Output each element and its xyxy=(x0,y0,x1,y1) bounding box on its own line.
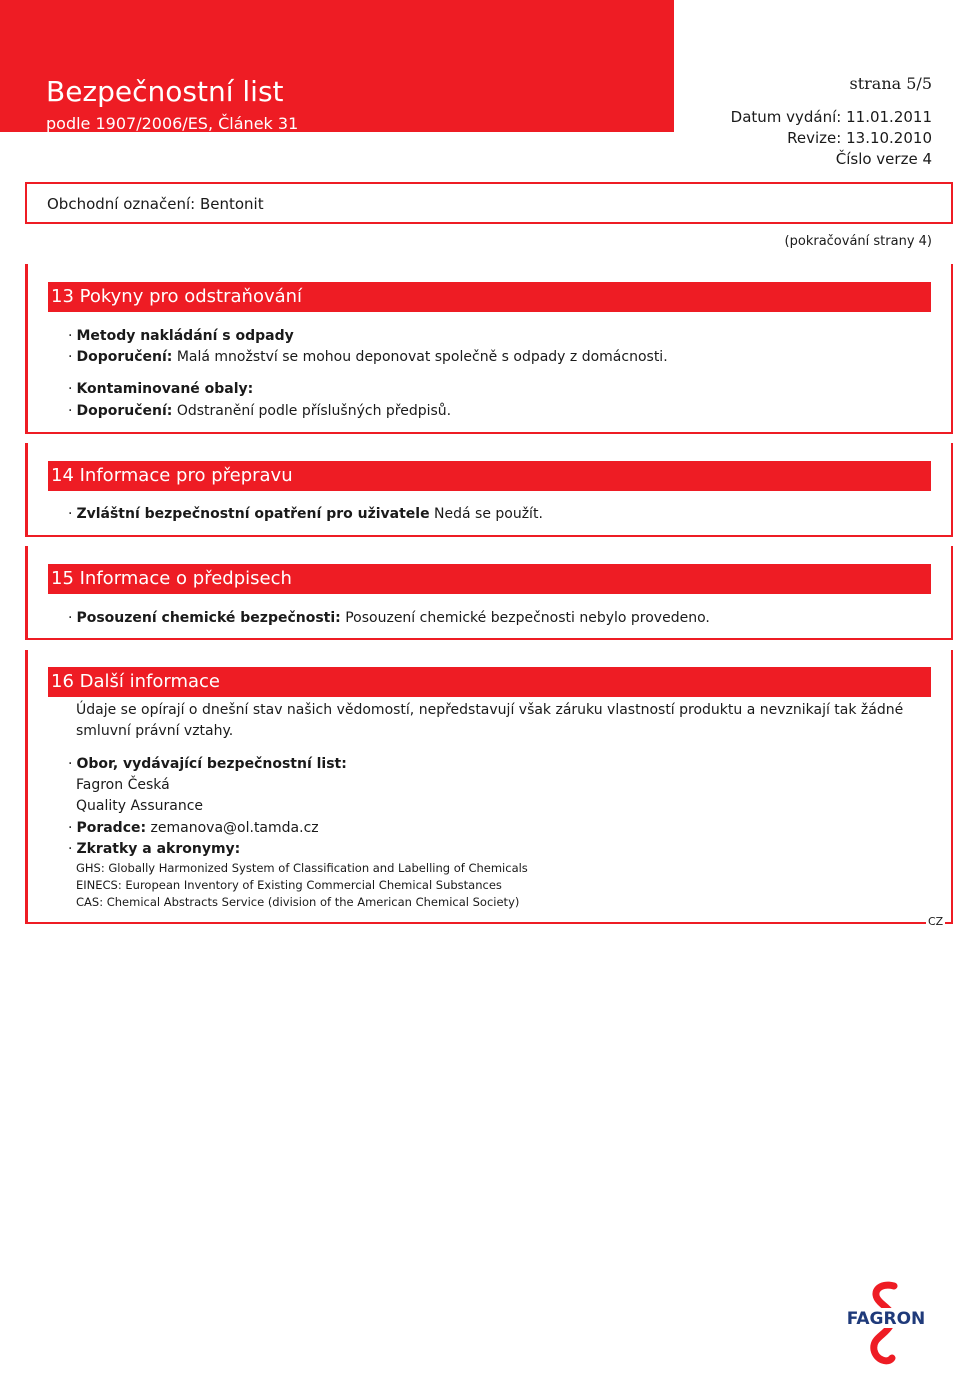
s16-disclaimer: Údaje se opírají o dnešní stav našich vědomostí, nepředstavují však záruku vlastností produktu a nevznikají tak žádné smluvní právní vztahy. xyxy=(76,702,904,739)
s13-line-2: · Doporučení: Malá množství se mohou deponovat společně s odpady z domácnosti. xyxy=(68,349,668,365)
s16-contact: · Poradce: zemanova@ol.tamda.cz xyxy=(68,820,319,836)
section-13-heading: 13 Pokyny pro odstraňování xyxy=(48,282,931,312)
s14-line-1: · Zvláštní bezpečnostní opatření pro uživatele Nedá se použít. xyxy=(68,506,543,522)
s15-line-1: · Posouzení chemické bezpečnosti: Posouzení chemické bezpečnosti nebylo provedeno. xyxy=(68,610,710,626)
continuation-note: (pokračování strany 4) xyxy=(784,234,932,249)
s16-abbr-3: CAS: Chemical Abstracts Service (division of the American Chemical Society) xyxy=(76,895,520,909)
section-16 xyxy=(25,650,953,924)
page-number: strana 5/5 xyxy=(849,74,932,93)
revision-date: Revize: 13.10.2010 xyxy=(787,129,932,147)
section-14-heading: 14 Informace pro přepravu xyxy=(48,461,931,491)
section-15-heading: 15 Informace o předpisech xyxy=(48,564,931,594)
s13-line-3: · Kontaminované obaly: xyxy=(68,381,254,397)
s16-abbr-1: GHS: Globally Harmonized System of Classification and Labelling of Chemicals xyxy=(76,861,528,875)
s16-dept-label: · Obor, vydávající bezpečnostní list: xyxy=(68,756,347,772)
trade-name-box xyxy=(25,182,953,224)
section-16-heading: 16 Další informace xyxy=(48,667,931,697)
issue-date: Datum vydání: 11.01.2011 xyxy=(730,108,932,126)
document-subtitle: podle 1907/2006/ES, Článek 31 xyxy=(46,114,299,133)
logo-text: FAGRON xyxy=(846,1309,926,1329)
s16-abbr-label: · Zkratky a akronymy: xyxy=(68,841,241,857)
country-code: CZ xyxy=(928,915,944,928)
section-15 xyxy=(25,546,953,640)
section-13 xyxy=(25,264,953,434)
trade-name: Obchodní označení: Bentonit xyxy=(47,195,264,213)
s13-line-4: · Doporučení: Odstranění podle příslušných předpisů. xyxy=(68,403,452,419)
s16-dept-1: Fagron Česká xyxy=(76,777,170,793)
s13-line-1: · Metody nakládání s odpady xyxy=(68,328,294,344)
document-title: Bezpečnostní list xyxy=(46,75,284,108)
section-14 xyxy=(25,443,953,537)
fagron-logo-icon xyxy=(836,1280,936,1370)
s16-abbr-2: EINECS: European Inventory of Existing Commercial Chemical Substances xyxy=(76,878,502,892)
version-number: Číslo verze 4 xyxy=(835,150,932,168)
s16-dept-2: Quality Assurance xyxy=(76,798,204,814)
